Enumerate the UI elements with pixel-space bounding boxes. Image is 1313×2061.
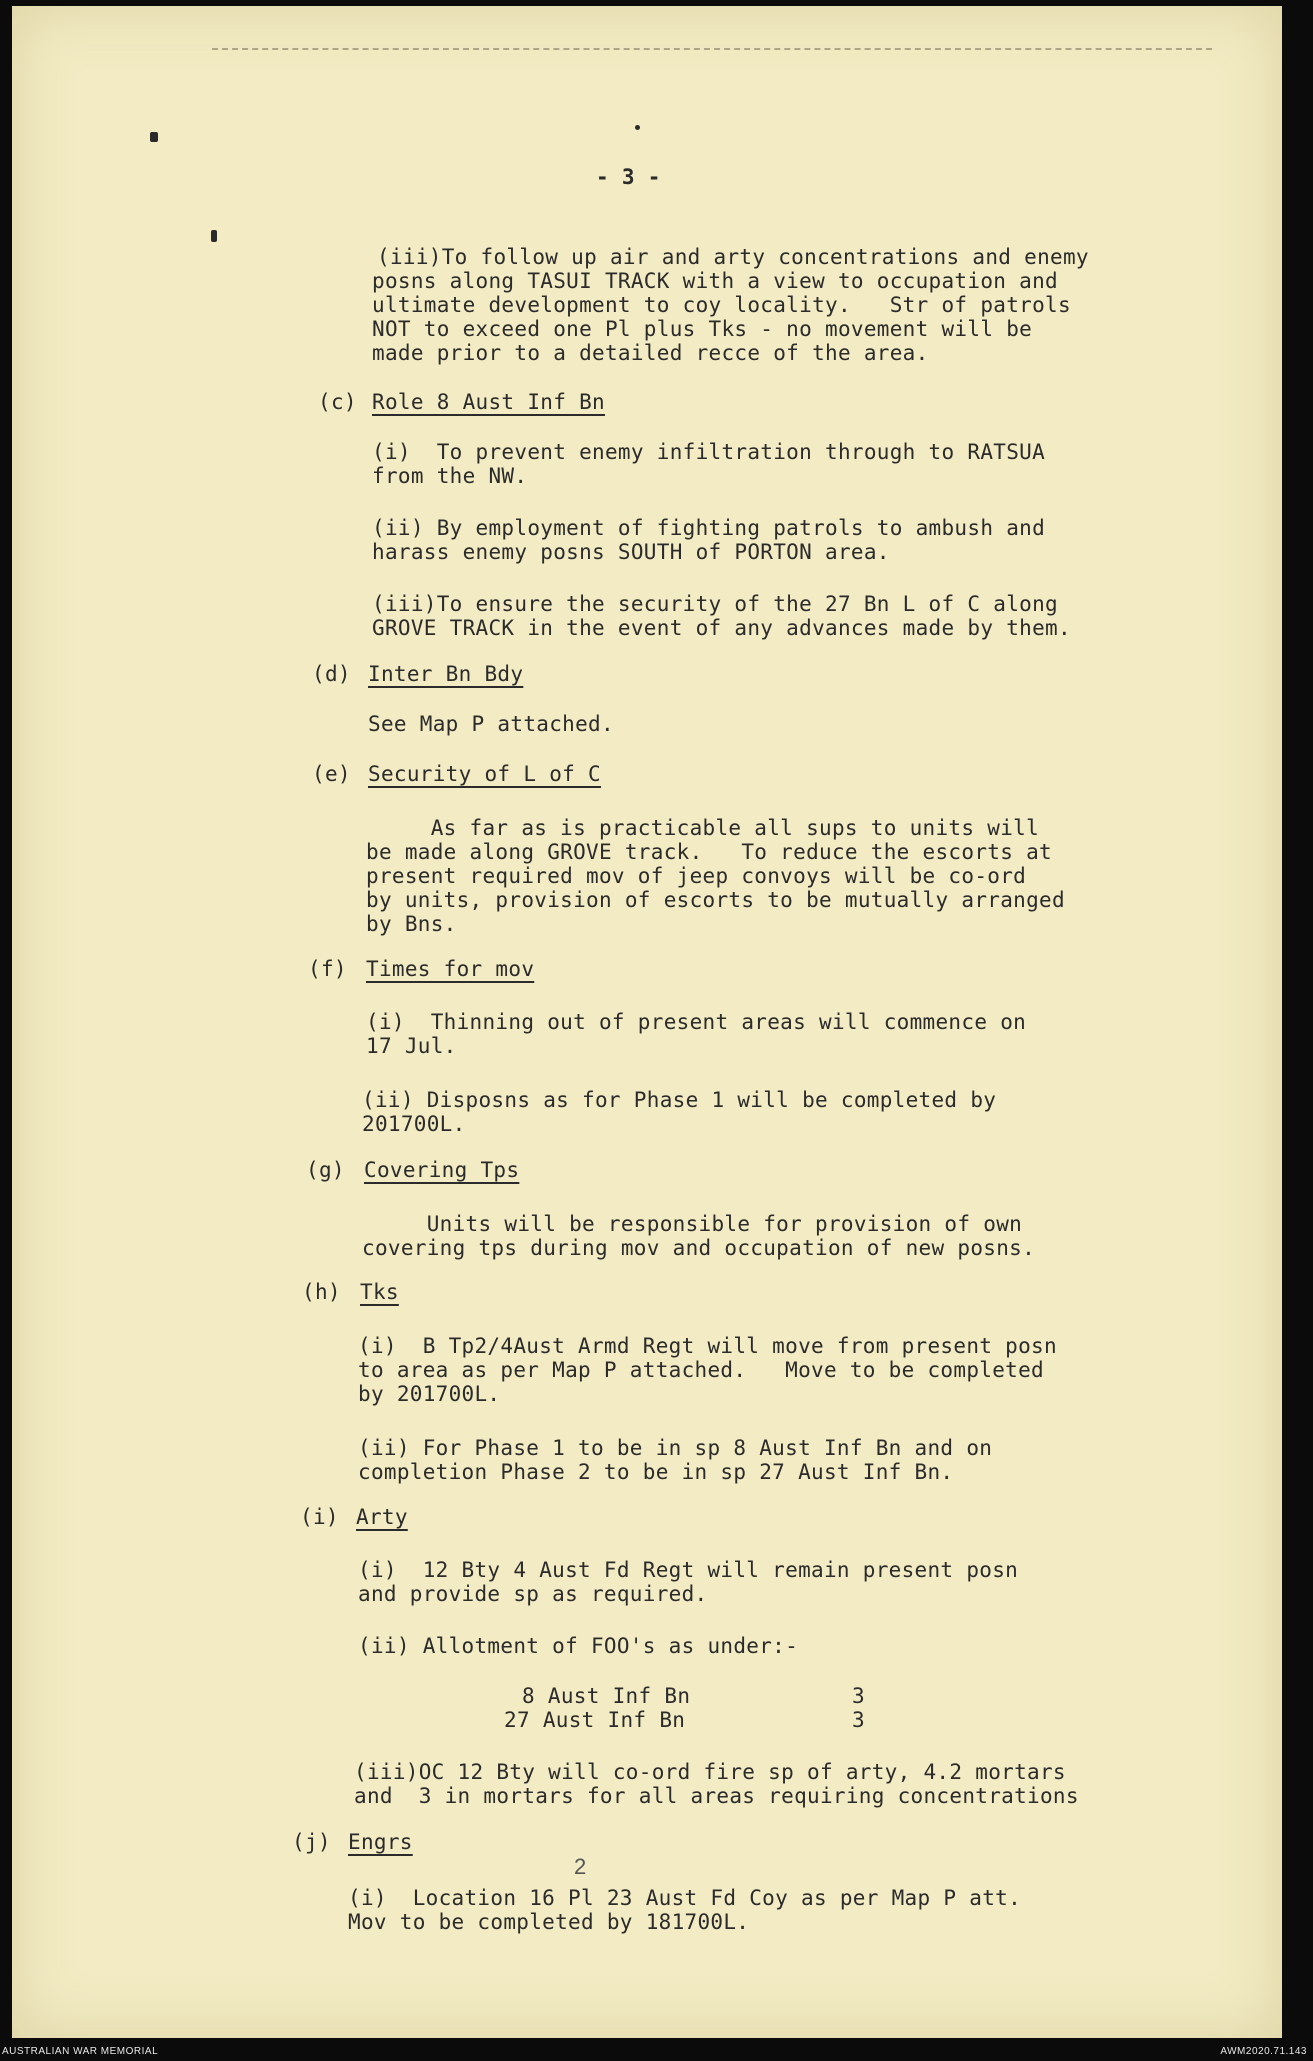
section-label: (e) xyxy=(312,762,351,786)
para-line: to area as per Map P attached. Move to be completed xyxy=(358,1358,1044,1382)
ink-speck xyxy=(635,125,640,130)
section-heading: Arty xyxy=(356,1505,408,1529)
para-line: ultimate development to coy locality. Str of patrols xyxy=(372,293,1071,317)
para-line: harass enemy posns SOUTH of PORTON area. xyxy=(372,540,890,564)
para-line: As far as is practicable all sups to units will xyxy=(366,816,1040,840)
para-line: (i) B Tp2/4Aust Armd Regt will move from present posn xyxy=(358,1334,1057,1358)
ink-speck xyxy=(150,132,158,142)
ink-speck xyxy=(211,230,217,242)
para-line: posns along TASUI TRACK with a view to occupation and xyxy=(372,269,1058,293)
para-line: Units will be responsible for provision of own xyxy=(362,1212,1023,1236)
table-unit: 27 Aust Inf Bn xyxy=(504,1708,686,1732)
para-line: 17 Jul. xyxy=(366,1034,457,1058)
section-heading: Engrs xyxy=(348,1830,413,1854)
footer-credit: AUSTRALIAN WAR MEMORIAL xyxy=(2,2046,159,2057)
section-heading: Tks xyxy=(360,1280,399,1304)
section-heading: Role 8 Aust Inf Bn xyxy=(372,390,605,414)
section-label: (i) xyxy=(300,1505,339,1529)
para-line: (i) To prevent enemy infiltration through to RATSUA xyxy=(372,440,1046,464)
torn-edge xyxy=(212,48,1212,54)
para-line: from the NW. xyxy=(372,464,528,488)
section-label: (c) xyxy=(318,390,357,414)
para-line: See Map P attached. xyxy=(368,712,614,736)
para-line: (ii) For Phase 1 to be in sp 8 Aust Inf Bn and on xyxy=(358,1436,993,1460)
page-number: - 3 - xyxy=(596,165,661,189)
para-line: by 201700L. xyxy=(358,1382,501,1406)
para-line: (ii) Allotment of FOO's as under:- xyxy=(358,1634,799,1658)
para-line: (iii)To ensure the security of the 27 Bn L of C along xyxy=(372,592,1058,616)
para-line: by units, provision of escorts to be mutually arranged xyxy=(366,888,1065,912)
para-line: be made along GROVE track. To reduce the escorts at xyxy=(366,840,1052,864)
section-heading: Security of L of C xyxy=(368,762,601,786)
table-qty: 3 xyxy=(852,1708,865,1732)
para-line: made prior to a detailed recce of the area. xyxy=(372,341,929,365)
section-label: (f) xyxy=(308,957,347,981)
section-label: (g) xyxy=(306,1158,345,1182)
table-unit: 8 Aust Inf Bn xyxy=(522,1684,691,1708)
para-line: covering tps during mov and occupation of new posns. xyxy=(362,1236,1036,1260)
section-label: (d) xyxy=(312,662,351,686)
para-line: (i) 12 Bty 4 Aust Fd Regt will remain present posn xyxy=(358,1558,1019,1582)
para-line: (iii)To follow up air and arty concentrations and enemy xyxy=(377,245,1089,269)
para-line: Mov to be completed by 181700L. xyxy=(348,1910,750,1934)
para-line: (ii) Disposns as for Phase 1 will be completed by xyxy=(362,1088,997,1112)
para-line: and provide sp as required. xyxy=(358,1582,708,1606)
para-line: NOT to exceed one Pl plus Tks - no movement will be xyxy=(372,317,1033,341)
para-line: present required mov of jeep convoys will be co-ord xyxy=(366,864,1027,888)
section-heading: Inter Bn Bdy xyxy=(368,662,524,686)
para-line: and 3 in mortars for all areas requiring concentrations xyxy=(354,1784,1079,1808)
para-line: 201700L. xyxy=(362,1112,466,1136)
para-line: (i) Location 16 Pl 23 Aust Fd Coy as per Map P att. xyxy=(348,1886,1022,1910)
handwritten-correction: 2 xyxy=(574,1854,587,1879)
section-label: (j) xyxy=(292,1830,331,1854)
section-heading: Times for mov xyxy=(366,957,535,981)
section-label: (h) xyxy=(302,1280,341,1304)
section-heading: Covering Tps xyxy=(364,1158,520,1182)
para-line: (ii) By employment of fighting patrols to ambush and xyxy=(372,516,1046,540)
footer-accession: AWM2020.71.143 xyxy=(1220,2046,1307,2057)
table-qty: 3 xyxy=(852,1684,865,1708)
para-line: (i) Thinning out of present areas will commence on xyxy=(366,1010,1027,1034)
para-line: by Bns. xyxy=(366,912,457,936)
para-line: completion Phase 2 to be in sp 27 Aust Inf Bn. xyxy=(358,1460,954,1484)
para-line: GROVE TRACK in the event of any advances made by them. xyxy=(372,616,1071,640)
para-line: (iii)OC 12 Bty will co-ord fire sp of arty, 4.2 mortars xyxy=(354,1760,1066,1784)
